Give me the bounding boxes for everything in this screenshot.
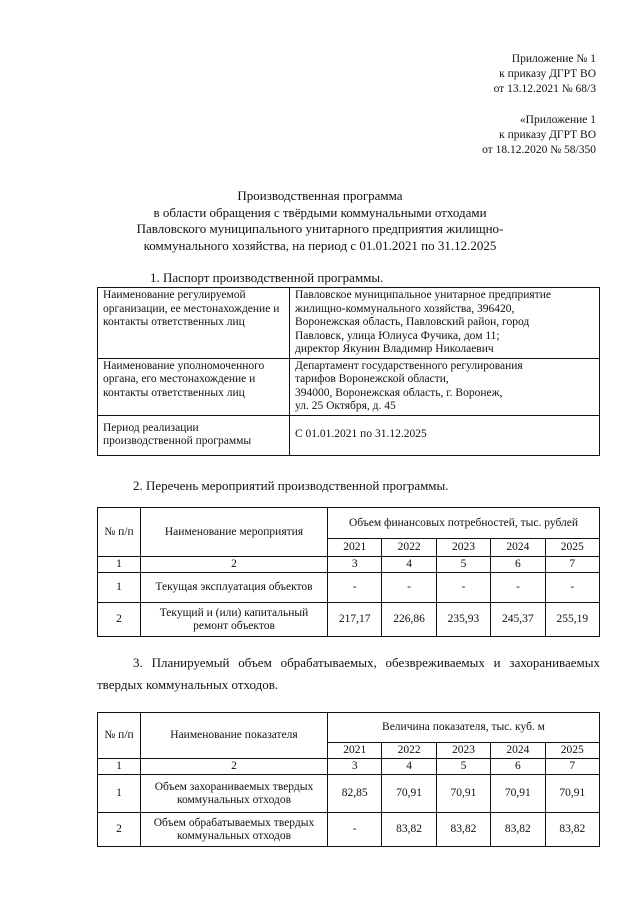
index-cell: 4 [382,759,436,775]
index-cell: 3 [328,557,382,573]
year-header: 2021 [328,539,382,557]
appendix-header [494,52,596,97]
value-cell: - [328,573,382,603]
table-row [98,573,600,603]
year-header: 2022 [382,743,436,759]
passport-value-line: жилищно-коммунального хозяйства, 396420, [295,302,515,315]
row-name: Текущая эксплуатация объектов [141,573,328,603]
year-header: 2022 [382,539,436,557]
col-name-header: Наименование показателя [141,713,328,759]
value-cell: 83,82 [382,813,436,847]
appendix-line: Приложение № 1 [511,53,596,65]
year-header: 2025 [545,743,599,759]
col-group-header: Объем финансовых потребностей, тыс. рублей [328,508,600,539]
passport-row [98,415,600,455]
value-cell: 235,93 [436,603,490,637]
value-cell: 70,91 [436,775,490,813]
index-cell: 5 [436,557,490,573]
index-cell: 6 [491,557,545,573]
index-cell: 4 [382,557,436,573]
year-header: 2023 [436,539,490,557]
passport-value-line: С 01.01.2021 по 31.12.2025 [295,427,427,440]
passport-value-line: Павловское муниципальное унитарное предприятие [295,289,551,301]
col-num-header: № п/п [98,713,141,759]
value-cell: - [545,573,599,603]
events-table [97,507,600,637]
row-num: 1 [98,573,141,603]
section1-heading: 1. Паспорт производственной программы. [150,270,384,285]
col-group-header: Величина показателя, тыс. куб. м [328,713,600,743]
value-cell: - [491,573,545,603]
appendix-line: «Приложение 1 [519,114,596,126]
passport-value [290,358,600,415]
index-cell: 2 [141,557,328,573]
index-cell: 6 [491,759,545,775]
value-cell: 255,19 [545,603,599,637]
value-cell: 83,82 [545,813,599,847]
row-num: 2 [98,603,141,637]
year-header: 2024 [491,743,545,759]
value-cell: 83,82 [491,813,545,847]
passport-value-line: Воронежская область, Павловский район, город [295,316,530,328]
index-cell: 3 [328,759,382,775]
passport-value-line: директор Якунин Владимир Николаевич [295,343,494,355]
previous-appendix-header [482,113,596,158]
value-cell: 82,85 [328,775,382,813]
title-line: Производственная программа [237,188,403,203]
section3-heading: 3. Планируемый объем обрабатываемых, обезвреживаемых и захораниваемых твердых коммунальных отходов. [97,655,600,692]
document-title [60,188,580,254]
value-cell: 217,17 [328,603,382,637]
passport-value-line: тарифов Воронежской области, [295,373,449,385]
title-line: в области обращения с твёрдыми коммунальными отходами [153,204,487,220]
volumes-table [97,712,600,847]
passport-value-line: 394000, Воронежская область, г. Воронеж, [295,386,503,399]
index-cell: 1 [98,557,141,573]
table-row [98,775,600,813]
passport-value [290,415,600,455]
year-header: 2021 [328,743,382,759]
title-line: коммунального хозяйства, на период с 01.01.2021 по 31.12.2025 [143,237,497,253]
value-cell: 226,86 [382,603,436,637]
index-cell: 5 [436,759,490,775]
passport-value-line: ул. 25 Октября, д. 45 [295,400,396,412]
appendix-line: к приказу ДГРТ ВО [499,68,596,80]
passport-label: Наименование регулируемой организации, ее местонахождение и контакты ответственных лиц [98,288,290,359]
value-cell: 70,91 [382,775,436,813]
passport-label: Наименование уполномоченного органа, его местонахождение и контакты ответственных лиц [98,358,290,415]
year-header: 2025 [545,539,599,557]
index-cell: 7 [545,759,599,775]
passport-value [290,288,600,359]
value-cell: - [382,573,436,603]
index-cell: 7 [545,557,599,573]
appendix-line: от 18.12.2020 № 58/350 [482,144,596,156]
passport-label: Период реализации производственной программы [98,415,290,455]
row-num: 2 [98,813,141,847]
value-cell: 70,91 [491,775,545,813]
row-name: Текущий и (или) капитальный ремонт объектов [141,603,328,637]
appendix-line: от 13.12.2021 № 68/3 [493,83,596,95]
passport-value-line: Департамент государственного регулирования [295,359,523,372]
value-cell: 83,82 [436,813,490,847]
value-cell: - [436,573,490,603]
passport-table [97,287,600,456]
year-header: 2024 [491,539,545,557]
row-name: Объем обрабатываемых твердых коммунальных отходов [141,813,328,847]
value-cell: 245,37 [491,603,545,637]
title-line: Павловского муниципального унитарного предприятия жилищно- [136,221,504,236]
row-name: Объем захораниваемых твердых коммунальных отходов [141,775,328,813]
table-row [98,813,600,847]
index-cell: 1 [98,759,141,775]
col-name-header: Наименование мероприятия [141,508,328,557]
table-row [98,603,600,637]
passport-value-line: Павловск, улица Юлиуса Фучика, дом 11; [295,329,500,342]
section2-heading: 2. Перечень мероприятий производственной программы. [133,478,449,493]
appendix-line: к приказу ДГРТ ВО [499,129,596,141]
passport-row [98,288,600,359]
row-num: 1 [98,775,141,813]
year-header: 2023 [436,743,490,759]
passport-row [98,358,600,415]
col-num-header: № п/п [98,508,141,557]
value-cell: - [328,813,382,847]
index-cell: 2 [141,759,328,775]
value-cell: 70,91 [545,775,599,813]
